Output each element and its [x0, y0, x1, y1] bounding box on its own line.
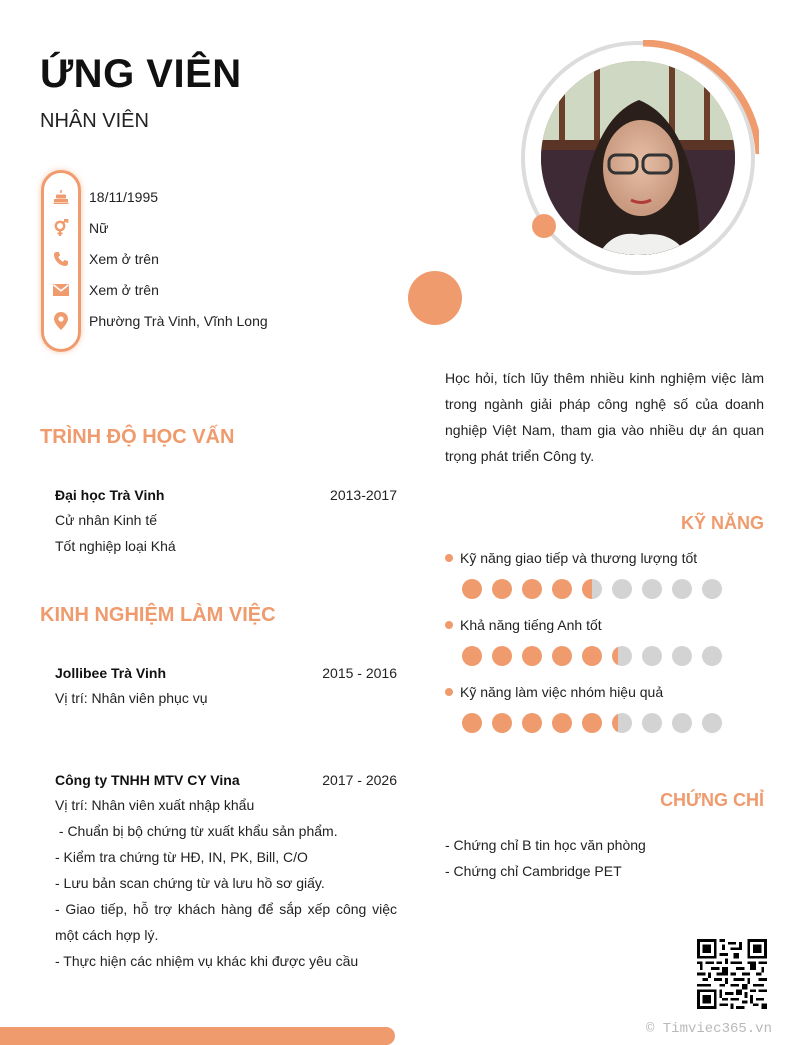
skill-dot [612, 713, 632, 733]
education-item [55, 487, 397, 503]
school-name: Đại học Trà Vinh [55, 487, 165, 503]
watermark: © Timviec365.vn [645, 1021, 772, 1037]
bullet-icon [445, 554, 453, 562]
certificate-item: - Chứng chỉ B tin học văn phòng [445, 837, 646, 853]
skill-item [445, 684, 663, 700]
skill-rating [462, 579, 722, 599]
contact-email [52, 279, 159, 301]
experience-detail: Vị trí: Nhân viên xuất nhập khẩu [55, 797, 255, 813]
skill-dot [492, 713, 512, 733]
qr-code [697, 939, 767, 1009]
birthday-cake-icon [52, 188, 70, 206]
education-detail: Cử nhân Kinh tế [55, 512, 157, 528]
skill-dot [612, 646, 632, 666]
skill-dot [582, 579, 602, 599]
contact-birthday [52, 186, 159, 208]
skill-dot [582, 713, 602, 733]
skill-dot [462, 579, 482, 599]
skill-dot [492, 579, 512, 599]
decorative-dot-large [408, 271, 462, 325]
experience-detail: - Thực hiện các nhiệm vụ khác khi được yêu cầu [55, 953, 359, 969]
location-pin-icon [52, 312, 70, 330]
education-time: 2013-2017 [330, 487, 397, 503]
skill-name: Kỹ năng làm việc nhóm hiệu quả [460, 684, 664, 700]
phone-value: Xem ở trên [89, 251, 159, 267]
skill-dot [582, 646, 602, 666]
skill-dot [522, 646, 542, 666]
contact-address [52, 310, 268, 332]
gender-value: Nữ [89, 220, 109, 236]
company-name: Jollibee Trà Vinh [55, 665, 167, 681]
skill-dot [672, 713, 692, 733]
skill-dot [642, 646, 662, 666]
bullet-icon [445, 688, 453, 696]
company-name: Công ty TNHH MTV CY Vina [55, 772, 240, 788]
education-detail: Tốt nghiệp loại Khá [55, 538, 176, 554]
skill-rating [462, 713, 722, 733]
skill-dot [522, 579, 542, 599]
skill-dot [462, 713, 482, 733]
skill-dot [642, 713, 662, 733]
email-icon [52, 281, 70, 299]
experience-detail: - Giao tiếp, hỗ trợ khách hàng để sắp xếp công việc một cách hợp lý. [55, 901, 397, 943]
experience-detail: - Chuẩn bị bộ chứng từ xuất khẩu sản phẩm. [55, 823, 338, 839]
email-value: Xem ở trên [89, 282, 159, 298]
skill-item [445, 617, 602, 633]
experience-detail: Vị trí: Nhân viên phục vụ [55, 690, 208, 706]
contact-phone [52, 248, 159, 270]
bullet-icon [445, 621, 453, 629]
certificate-item: - Chứng chỉ Cambridge PET [445, 863, 622, 879]
avatar-frame [519, 40, 759, 280]
skill-dot [702, 713, 722, 733]
skill-dot [522, 713, 542, 733]
career-objective: Học hỏi, tích lũy thêm nhiều kinh nghiệm việc làm trong ngành giải pháp công nghệ số của doanh nghiệp Việt Nam, tham gia vào nhiều dự án quan trọng phát triển Công ty. [445, 370, 764, 464]
gender-icon [52, 219, 70, 237]
education-section-title: TRÌNH ĐỘ HỌC VẤN [40, 426, 235, 448]
experience-section-title: KINH NGHIỆM LÀM VIỆC [40, 604, 276, 626]
certificates-section-title: CHỨNG CHỈ [660, 790, 764, 810]
experience-detail: - Lưu bản scan chứng từ và lưu hồ sơ giấy. [55, 875, 325, 891]
skill-dot [552, 579, 572, 599]
skill-dot [672, 579, 692, 599]
candidate-position: NHÂN VIÊN [40, 110, 149, 132]
skill-dot [462, 646, 482, 666]
avatar [519, 40, 759, 280]
birthday-value: 18/11/1995 [89, 189, 159, 205]
experience-item [55, 772, 397, 788]
skill-name: Khả năng tiếng Anh tốt [460, 617, 602, 633]
skill-name: Kỹ năng giao tiếp và thương lượng tốt [460, 550, 698, 566]
experience-time: 2017 - 2026 [322, 772, 397, 788]
skill-dot [612, 579, 632, 599]
experience-time: 2015 - 2016 [322, 665, 397, 681]
experience-detail: - Kiểm tra chứng từ HĐ, IN, PK, Bill, C/O [55, 849, 308, 865]
skill-item [445, 550, 697, 566]
skill-dot [642, 579, 662, 599]
skills-section-title: KỸ NĂNG [680, 513, 764, 533]
contact-gender [52, 217, 109, 239]
decorative-bottom-bar [0, 1027, 395, 1045]
qr-code-icon [697, 939, 767, 1009]
skill-dot [702, 579, 722, 599]
skill-rating [462, 646, 722, 666]
experience-item [55, 665, 397, 681]
address-value: Phường Trà Vinh, Vĩnh Long [89, 313, 268, 329]
skill-dot [552, 646, 572, 666]
candidate-name: ỨNG VIÊN [40, 52, 242, 96]
skill-dot [672, 646, 692, 666]
phone-icon [52, 250, 70, 268]
skill-dot [492, 646, 512, 666]
skill-dot [552, 713, 572, 733]
skill-dot [702, 646, 722, 666]
